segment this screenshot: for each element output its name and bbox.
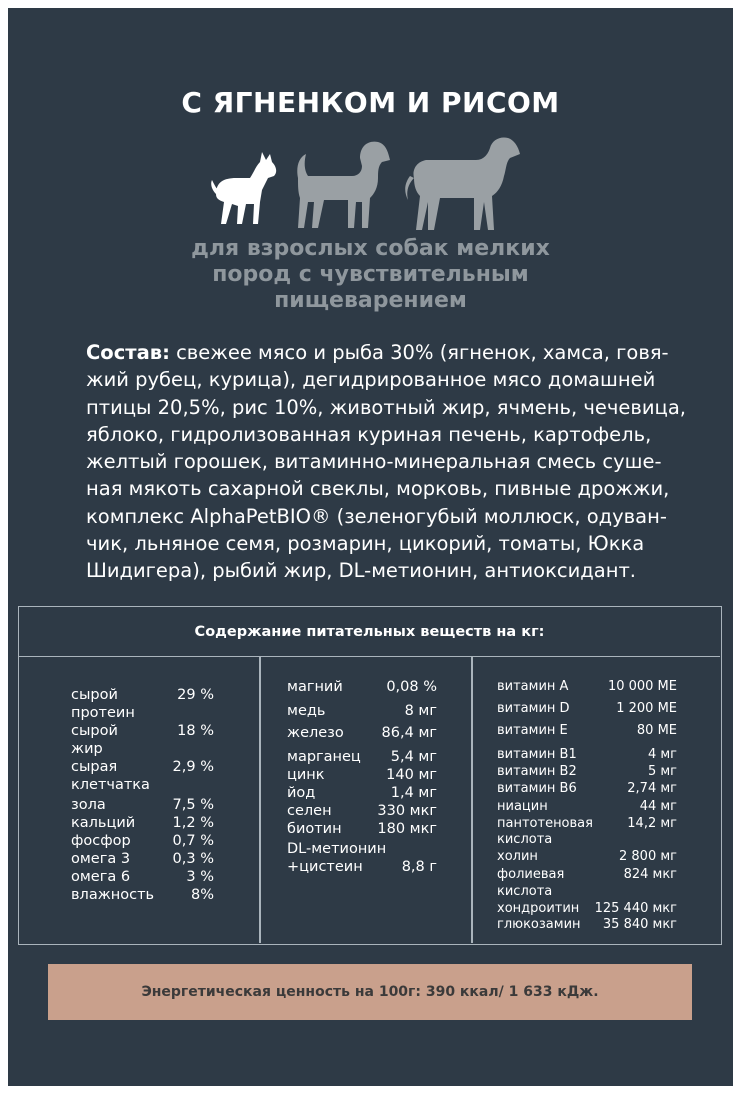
column-divider	[471, 657, 473, 943]
nutrient-name: кислота	[497, 884, 553, 899]
nutrient-value: 35 840 мкг	[602, 917, 677, 932]
subtitle-line: для взрослых собак мелких	[191, 236, 550, 261]
nutrient-name: витамин Е	[497, 723, 568, 738]
nutrient-name: глюкозамин	[497, 917, 581, 932]
nutrient-name: фолиевая	[497, 867, 565, 882]
nutrient-name: витамин В1	[497, 747, 577, 762]
composition-line: яблоко, гидролизованная куриная печень, картофель,	[86, 422, 652, 446]
energy-value-bar: Энергетическая ценность на 100г: 390 ккал/ 1 633 кДж.	[48, 964, 692, 1020]
nutrient-name: влажность	[71, 887, 155, 903]
nutrient-value: 44 мг	[639, 799, 677, 814]
composition-label: Состав:	[86, 341, 170, 364]
nutrient-value: 14,2 мг	[627, 816, 677, 831]
composition-line: Состав: свежее мясо и рыба 30% (ягненок, хамса, говя-	[86, 341, 669, 364]
composition-line: комплекс AlphaPetBIO® (зеленогубый моллюск, одуван-	[86, 504, 667, 528]
small-dog-icon	[211, 152, 276, 224]
nutrients-table-header: Содержание питательных веществ на кг:	[19, 607, 720, 657]
composition-line: желтый горошек, витаминно-минеральная смесь суше-	[86, 450, 662, 474]
nutrient-value: 125 440 мкг	[594, 901, 677, 916]
nutrient-name: витамин D	[497, 701, 570, 716]
nutrient-value: 8 мг	[404, 703, 437, 719]
nutrient-value: 3 %	[186, 869, 214, 885]
nutrient-name: протеин	[71, 705, 135, 721]
nutrient-value: 0,3 %	[172, 851, 214, 867]
subtitle-line: пород с чувствительным	[212, 262, 529, 287]
subtitle-line: пищеварением	[274, 288, 467, 313]
nutrient-value: 330 мкг	[377, 803, 437, 819]
nutrient-value: 7,5 %	[172, 797, 214, 813]
nutrient-name: витамин В2	[497, 764, 577, 779]
nutrient-name: сырая	[71, 759, 118, 775]
nutrient-value: 29 %	[177, 687, 214, 703]
nutrient-value: 824 мкг	[623, 867, 677, 882]
nutrient-name: магний	[287, 679, 343, 695]
nutrient-name: ниацин	[497, 799, 548, 814]
nutrients-table	[18, 606, 722, 945]
composition-line: ная мякоть сахарной свеклы, морковь, пивные дрожжи,	[86, 477, 670, 501]
nutrient-name: зола	[71, 797, 106, 813]
nutrient-name: холин	[497, 849, 538, 864]
nutrient-name: витамин В6	[497, 781, 577, 796]
dog-size-illustration	[202, 132, 522, 236]
nutrient-name: сырой	[71, 687, 118, 703]
nutrient-value: 5 мг	[647, 764, 677, 779]
nutrient-name: марганец	[287, 749, 361, 765]
nutrient-value: 8%	[190, 887, 214, 903]
composition-line: птицы 20,5%, рис 10%, животный жир, ячмень, чечевица,	[86, 395, 686, 419]
nutrient-name: цинк	[287, 767, 325, 783]
nutrient-value: 18 %	[177, 723, 214, 739]
nutrient-name: селен	[287, 803, 332, 819]
nutrient-name: кальций	[71, 815, 136, 831]
nutrient-name: жир	[71, 741, 103, 757]
medium-dog-icon	[297, 142, 390, 228]
nutrient-value: 0,08 %	[386, 679, 437, 695]
nutrient-value: 1,2 %	[172, 815, 214, 831]
composition-text	[86, 339, 686, 585]
nutrient-name: фосфор	[71, 833, 131, 849]
nutrient-value: 2,9 %	[172, 759, 214, 775]
nutrient-name: хондроитин	[497, 901, 580, 916]
nutrient-value: 80 МЕ	[636, 723, 677, 738]
nutrient-name: сырой	[71, 723, 118, 739]
nutrients-column-1	[71, 687, 214, 937]
nutrient-value: 180 мкг	[377, 821, 437, 837]
nutrient-value: 140 мг	[386, 767, 437, 783]
nutrient-name: биотин	[287, 821, 342, 837]
nutrient-name: клетчатка	[71, 777, 150, 793]
nutrient-name: медь	[287, 703, 326, 719]
nutrients-column-3	[497, 679, 677, 932]
composition-line: чик, льняное семя, розмарин, цикорий, томаты, Юкка	[86, 532, 645, 556]
nutrient-name: DL-метионин	[287, 841, 387, 857]
nutrient-value: 2 800 мг	[619, 849, 677, 864]
nutrient-name: омега 6	[71, 869, 131, 885]
nutrient-value: 4 мг	[647, 747, 677, 762]
nutrients-column-2	[287, 679, 437, 929]
nutrient-value: 1 200 МЕ	[616, 701, 677, 716]
nutrient-value: 1,4 мг	[390, 785, 437, 801]
package-back-panel	[8, 8, 733, 1086]
nutrient-name: железо	[287, 725, 344, 741]
product-title: С ЯГНЕНКОМ И РИСОМ	[181, 86, 560, 119]
nutrient-name: омега 3	[71, 851, 131, 867]
composition-line: жий рубец, курица), дегидрированное мясо домашней	[86, 368, 656, 392]
nutrient-value: 86,4 мг	[381, 725, 437, 741]
nutrient-name: витамин А	[497, 679, 569, 694]
nutrient-value: 10 000 МЕ	[607, 679, 677, 694]
nutrient-name: пантотеновая	[497, 816, 593, 831]
composition-line: Шидигера), рыбий жир, DL-метионин, антиоксидант.	[86, 559, 636, 583]
nutrient-value: 2,74 мг	[627, 781, 677, 796]
nutrient-name: +цистеин	[287, 859, 363, 875]
nutrient-name: кислота	[497, 832, 553, 847]
column-divider	[259, 657, 261, 943]
target-audience-text	[8, 236, 733, 314]
nutrient-value: 0,7 %	[172, 833, 214, 849]
large-dog-icon	[405, 137, 520, 230]
nutrient-value: 8,8 г	[401, 859, 437, 875]
nutrient-name: йод	[287, 785, 316, 801]
nutrient-value: 5,4 мг	[390, 749, 437, 765]
